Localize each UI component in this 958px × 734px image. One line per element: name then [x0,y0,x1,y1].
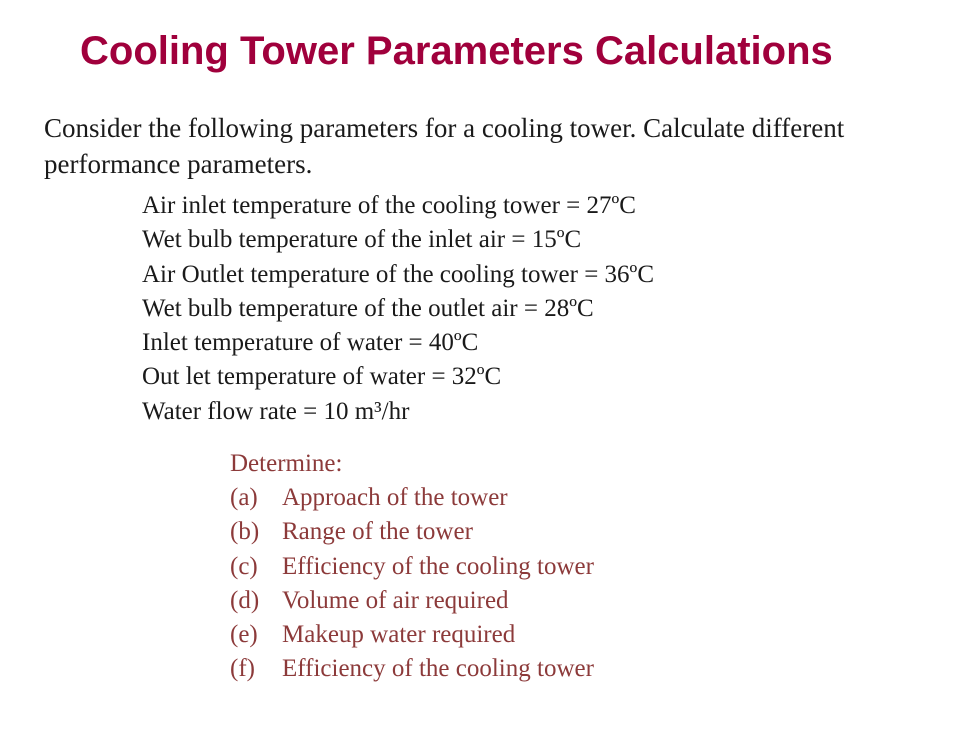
parameter-item: Water flow rate = 10 m³/hr [142,397,410,425]
parameter-item: Air Outlet temperature of the cooling tower = 36ºC [142,260,654,288]
question-text: Efficiency of the cooling tower [282,655,594,683]
question-list [230,481,594,687]
question-text: Approach of the tower [282,484,508,511]
determine-label: Determine: [230,450,343,477]
question-marker: (c) [230,552,258,580]
question-item [230,584,594,618]
question-marker: (b) [230,518,260,546]
parameter-item: Wet bulb temperature of the outlet air = 28ºC [142,294,594,322]
parameter-item: Out let temperature of water = 32ºC [142,363,502,391]
question-item [230,618,594,652]
question-item [230,515,594,549]
question-item [230,550,594,584]
parameter-item: Wet bulb temperature of the inlet air = 15ºC [142,226,582,254]
parameter-item: Inlet temperature of water = 40ºC [142,329,479,357]
intro-paragraph: Consider the following parameters for a cooling tower. Calculate different performance parameters. [44,113,845,179]
question-marker: (a) [230,484,258,511]
question-item [230,652,594,686]
parameter-item: Air inlet temperature of the cooling tower = 27ºC [142,192,636,219]
parameter-list [142,189,654,429]
question-text: Efficiency of the cooling tower [282,552,594,580]
question-marker: (f) [230,655,255,683]
question-text: Range of the tower [282,518,473,546]
question-text: Volume of air required [282,586,509,614]
question-item [230,481,594,515]
question-marker: (d) [230,586,260,614]
slide-title: Cooling Tower Parameters Calculations [80,29,833,73]
question-text: Makeup water required [282,621,516,649]
question-marker: (e) [230,621,258,649]
